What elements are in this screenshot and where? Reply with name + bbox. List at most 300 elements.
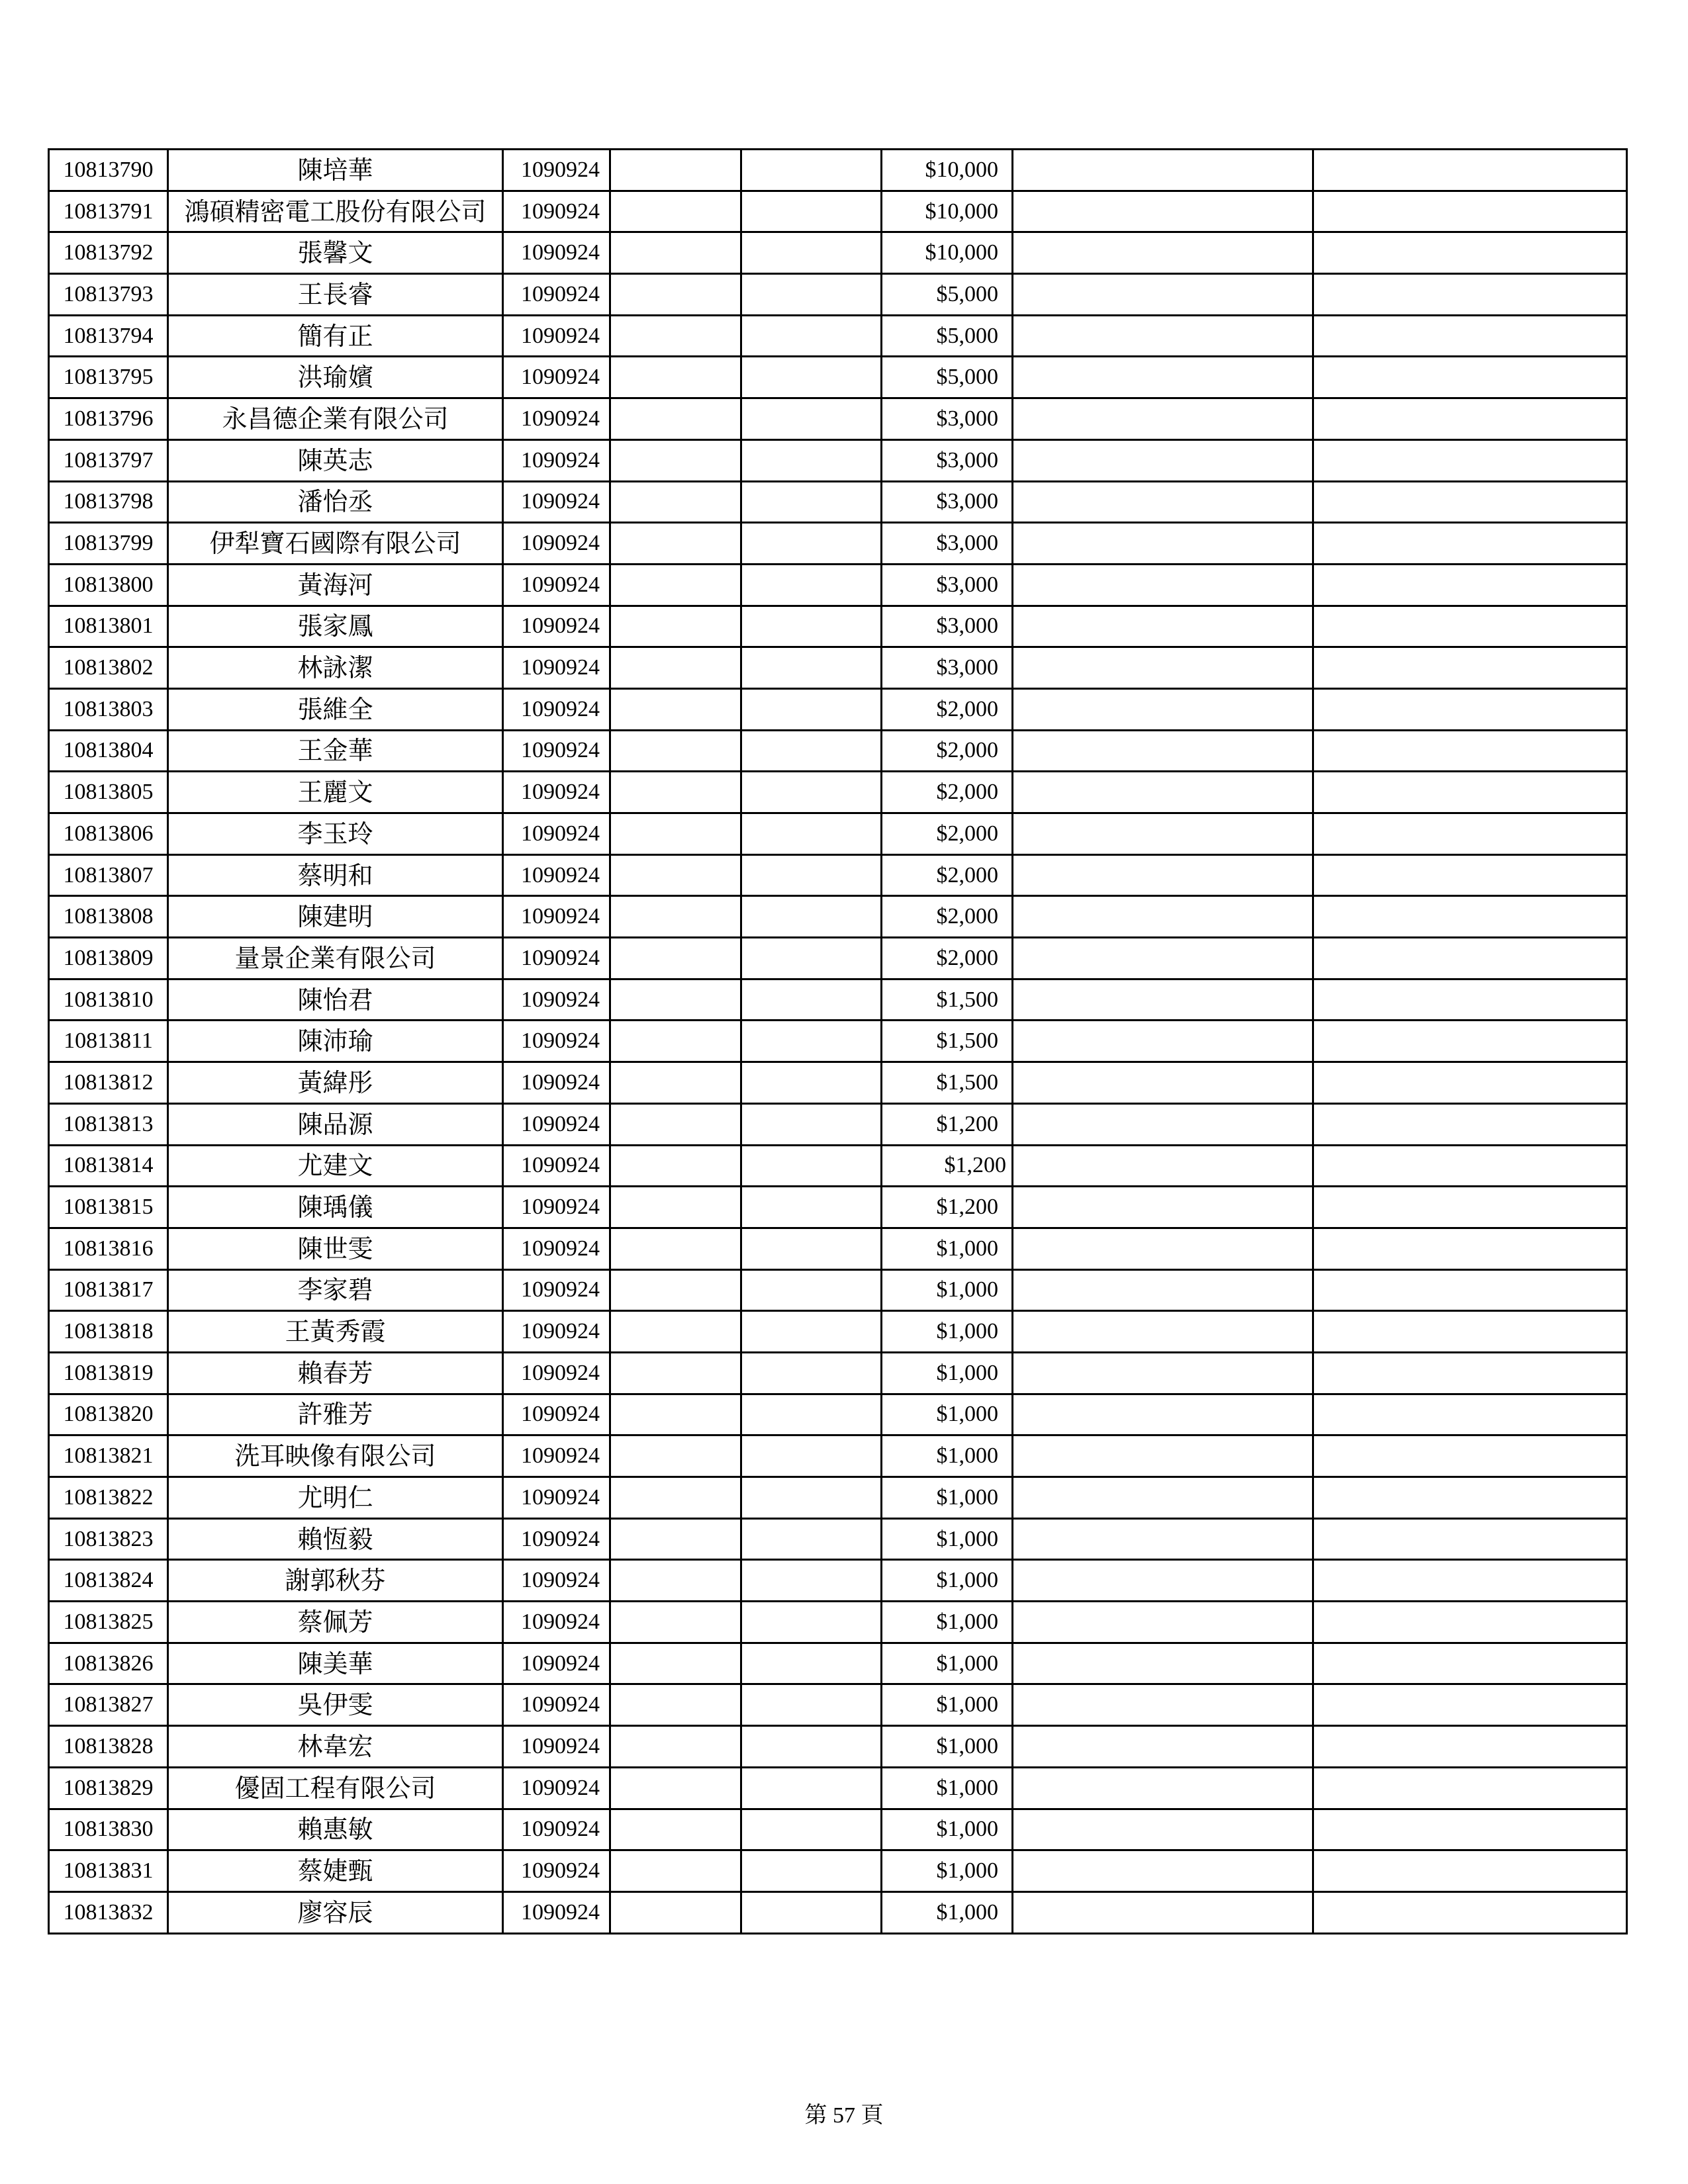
empty-cell bbox=[741, 606, 882, 647]
date-cell: 1090924 bbox=[503, 1311, 610, 1353]
amount-cell: $1,000 bbox=[882, 1767, 1013, 1809]
empty-cell bbox=[610, 1394, 741, 1435]
empty-cell bbox=[1313, 1021, 1627, 1062]
empty-cell bbox=[1013, 1021, 1313, 1062]
table-row bbox=[49, 523, 1627, 565]
receipt-id-cell: 10813830 bbox=[49, 1809, 168, 1850]
receipt-id-cell: 10813820 bbox=[49, 1394, 168, 1435]
date-cell: 1090924 bbox=[503, 1187, 610, 1228]
table-row bbox=[49, 896, 1627, 938]
empty-cell bbox=[1013, 854, 1313, 896]
empty-cell bbox=[741, 1394, 882, 1435]
table-row bbox=[49, 150, 1627, 191]
donor-name-cell: 蔡佩芳 bbox=[168, 1602, 503, 1643]
date-cell: 1090924 bbox=[503, 150, 610, 191]
amount-cell: $1,000 bbox=[882, 1228, 1013, 1269]
receipt-id-cell: 10813812 bbox=[49, 1062, 168, 1104]
empty-cell bbox=[1013, 232, 1313, 274]
date-cell: 1090924 bbox=[503, 1021, 610, 1062]
receipt-id-cell: 10813805 bbox=[49, 772, 168, 813]
empty-cell bbox=[1013, 772, 1313, 813]
empty-cell bbox=[741, 1435, 882, 1477]
receipt-id-cell: 10813823 bbox=[49, 1518, 168, 1560]
empty-cell bbox=[1313, 1352, 1627, 1394]
empty-cell bbox=[741, 1560, 882, 1602]
receipt-id-cell: 10813810 bbox=[49, 979, 168, 1021]
empty-cell bbox=[1013, 150, 1313, 191]
empty-cell bbox=[741, 772, 882, 813]
donor-name-cell: 量景企業有限公司 bbox=[168, 938, 503, 979]
receipt-id-cell: 10813827 bbox=[49, 1684, 168, 1726]
empty-cell bbox=[1313, 1103, 1627, 1145]
empty-cell bbox=[610, 1643, 741, 1684]
empty-cell bbox=[1013, 1477, 1313, 1519]
date-cell: 1090924 bbox=[503, 274, 610, 316]
date-cell: 1090924 bbox=[503, 896, 610, 938]
amount-cell: $1,000 bbox=[882, 1394, 1013, 1435]
empty-cell bbox=[741, 232, 882, 274]
receipt-id-cell: 10813815 bbox=[49, 1187, 168, 1228]
empty-cell bbox=[1013, 1062, 1313, 1104]
receipt-id-cell: 10813807 bbox=[49, 854, 168, 896]
donor-name-cell: 李家碧 bbox=[168, 1269, 503, 1311]
empty-cell bbox=[741, 938, 882, 979]
empty-cell bbox=[1313, 1062, 1627, 1104]
empty-cell bbox=[1013, 1602, 1313, 1643]
amount-cell: $1,500 bbox=[882, 1062, 1013, 1104]
receipt-id-cell: 10813802 bbox=[49, 647, 168, 689]
amount-cell: $3,000 bbox=[882, 606, 1013, 647]
donor-name-cell: 林韋宏 bbox=[168, 1726, 503, 1768]
receipt-id-cell: 10813808 bbox=[49, 896, 168, 938]
empty-cell bbox=[1013, 1809, 1313, 1850]
empty-cell bbox=[741, 1643, 882, 1684]
receipt-id-cell: 10813831 bbox=[49, 1850, 168, 1892]
amount-cell: $2,000 bbox=[882, 938, 1013, 979]
empty-cell bbox=[1013, 1435, 1313, 1477]
donor-name-cell: 張家鳳 bbox=[168, 606, 503, 647]
date-cell: 1090924 bbox=[503, 481, 610, 523]
empty-cell bbox=[1313, 1643, 1627, 1684]
donor-name-cell: 賴惠敏 bbox=[168, 1809, 503, 1850]
donor-name-cell: 陳沛瑜 bbox=[168, 1021, 503, 1062]
empty-cell bbox=[1313, 1560, 1627, 1602]
empty-cell bbox=[1313, 1269, 1627, 1311]
empty-cell bbox=[1313, 730, 1627, 772]
table-row bbox=[49, 1477, 1627, 1519]
empty-cell bbox=[1313, 191, 1627, 232]
table-row bbox=[49, 1809, 1627, 1850]
amount-cell: $3,000 bbox=[882, 523, 1013, 565]
receipt-id-cell: 10813790 bbox=[49, 150, 168, 191]
date-cell: 1090924 bbox=[503, 1850, 610, 1892]
empty-cell bbox=[1013, 1145, 1313, 1187]
table-row bbox=[49, 1602, 1627, 1643]
table-row bbox=[49, 1643, 1627, 1684]
empty-cell bbox=[741, 1477, 882, 1519]
empty-cell bbox=[1013, 523, 1313, 565]
empty-cell bbox=[610, 647, 741, 689]
amount-cell: $2,000 bbox=[882, 688, 1013, 730]
date-cell: 1090924 bbox=[503, 979, 610, 1021]
empty-cell bbox=[741, 315, 882, 357]
table-row bbox=[49, 481, 1627, 523]
donor-name-cell: 蔡明和 bbox=[168, 854, 503, 896]
empty-cell bbox=[610, 357, 741, 398]
table-row bbox=[49, 647, 1627, 689]
amount-cell: $5,000 bbox=[882, 274, 1013, 316]
amount-cell: $10,000 bbox=[882, 150, 1013, 191]
receipt-id-cell: 10813792 bbox=[49, 232, 168, 274]
date-cell: 1090924 bbox=[503, 1352, 610, 1394]
empty-cell bbox=[1313, 1228, 1627, 1269]
empty-cell bbox=[610, 398, 741, 440]
amount-cell: $3,000 bbox=[882, 439, 1013, 481]
receipt-id-cell: 10813804 bbox=[49, 730, 168, 772]
receipt-id-cell: 10813795 bbox=[49, 357, 168, 398]
empty-cell bbox=[1013, 1767, 1313, 1809]
empty-cell bbox=[1013, 1352, 1313, 1394]
donor-name-cell: 李玉玲 bbox=[168, 813, 503, 855]
amount-cell: $1,000 bbox=[882, 1602, 1013, 1643]
empty-cell bbox=[1013, 979, 1313, 1021]
empty-cell bbox=[1313, 481, 1627, 523]
table-row bbox=[49, 1891, 1627, 1933]
empty-cell bbox=[1013, 1891, 1313, 1933]
empty-cell bbox=[1313, 523, 1627, 565]
empty-cell bbox=[741, 1850, 882, 1892]
empty-cell bbox=[610, 688, 741, 730]
receipt-id-cell: 10813793 bbox=[49, 274, 168, 316]
donor-name-cell: 陳世雯 bbox=[168, 1228, 503, 1269]
table-row bbox=[49, 1269, 1627, 1311]
empty-cell bbox=[1313, 1518, 1627, 1560]
receipt-id-cell: 10813800 bbox=[49, 564, 168, 606]
receipt-id-cell: 10813809 bbox=[49, 938, 168, 979]
amount-cell: $1,000 bbox=[882, 1643, 1013, 1684]
donation-table bbox=[48, 148, 1628, 1934]
empty-cell bbox=[1313, 564, 1627, 606]
date-cell: 1090924 bbox=[503, 232, 610, 274]
donor-name-cell: 潘怡丞 bbox=[168, 481, 503, 523]
empty-cell bbox=[610, 1269, 741, 1311]
donor-name-cell: 洗耳映像有限公司 bbox=[168, 1435, 503, 1477]
empty-cell bbox=[1013, 896, 1313, 938]
empty-cell bbox=[1013, 1103, 1313, 1145]
empty-cell bbox=[610, 315, 741, 357]
date-cell: 1090924 bbox=[503, 1726, 610, 1768]
table-row bbox=[49, 1726, 1627, 1768]
empty-cell bbox=[610, 979, 741, 1021]
table-row bbox=[49, 1228, 1627, 1269]
empty-cell bbox=[1313, 896, 1627, 938]
empty-cell bbox=[610, 854, 741, 896]
empty-cell bbox=[1013, 730, 1313, 772]
donor-name-cell: 永昌德企業有限公司 bbox=[168, 398, 503, 440]
amount-cell: $1,000 bbox=[882, 1477, 1013, 1519]
date-cell: 1090924 bbox=[503, 730, 610, 772]
table-row bbox=[49, 1435, 1627, 1477]
empty-cell bbox=[1313, 647, 1627, 689]
donor-name-cell: 蔡婕甄 bbox=[168, 1850, 503, 1892]
empty-cell bbox=[1013, 357, 1313, 398]
empty-cell bbox=[1313, 1684, 1627, 1726]
table-row bbox=[49, 1145, 1627, 1187]
receipt-id-cell: 10813813 bbox=[49, 1103, 168, 1145]
table-row bbox=[49, 1394, 1627, 1435]
amount-cell: $1,000 bbox=[882, 1684, 1013, 1726]
receipt-id-cell: 10813796 bbox=[49, 398, 168, 440]
empty-cell bbox=[741, 1228, 882, 1269]
donor-name-cell: 林詠潔 bbox=[168, 647, 503, 689]
date-cell: 1090924 bbox=[503, 1103, 610, 1145]
empty-cell bbox=[1013, 274, 1313, 316]
empty-cell bbox=[741, 1726, 882, 1768]
donor-name-cell: 簡有正 bbox=[168, 315, 503, 357]
receipt-id-cell: 10813819 bbox=[49, 1352, 168, 1394]
date-cell: 1090924 bbox=[503, 854, 610, 896]
empty-cell bbox=[741, 1518, 882, 1560]
table-row bbox=[49, 1021, 1627, 1062]
empty-cell bbox=[610, 1809, 741, 1850]
empty-cell bbox=[741, 398, 882, 440]
empty-cell bbox=[1013, 1311, 1313, 1353]
date-cell: 1090924 bbox=[503, 647, 610, 689]
table-row bbox=[49, 232, 1627, 274]
date-cell: 1090924 bbox=[503, 1269, 610, 1311]
amount-cell: $5,000 bbox=[882, 315, 1013, 357]
table-row bbox=[49, 398, 1627, 440]
receipt-id-cell: 10813817 bbox=[49, 1269, 168, 1311]
empty-cell bbox=[1013, 1518, 1313, 1560]
date-cell: 1090924 bbox=[503, 398, 610, 440]
empty-cell bbox=[1013, 398, 1313, 440]
empty-cell bbox=[1013, 1228, 1313, 1269]
empty-cell bbox=[741, 1311, 882, 1353]
empty-cell bbox=[1013, 1269, 1313, 1311]
empty-cell bbox=[1013, 439, 1313, 481]
date-cell: 1090924 bbox=[503, 1518, 610, 1560]
empty-cell bbox=[610, 232, 741, 274]
table-row bbox=[49, 813, 1627, 855]
amount-cell: $1,500 bbox=[882, 979, 1013, 1021]
date-cell: 1090924 bbox=[503, 1767, 610, 1809]
empty-cell bbox=[1013, 1684, 1313, 1726]
empty-cell bbox=[1313, 938, 1627, 979]
amount-cell: $1,000 bbox=[882, 1560, 1013, 1602]
empty-cell bbox=[1013, 1850, 1313, 1892]
date-cell: 1090924 bbox=[503, 606, 610, 647]
receipt-id-cell: 10813811 bbox=[49, 1021, 168, 1062]
date-cell: 1090924 bbox=[503, 523, 610, 565]
date-cell: 1090924 bbox=[503, 1809, 610, 1850]
date-cell: 1090924 bbox=[503, 688, 610, 730]
table-row bbox=[49, 1103, 1627, 1145]
receipt-id-cell: 10813825 bbox=[49, 1602, 168, 1643]
amount-cell: $1,000 bbox=[882, 1435, 1013, 1477]
amount-cell: $1,000 bbox=[882, 1850, 1013, 1892]
table-row bbox=[49, 979, 1627, 1021]
empty-cell bbox=[1313, 1394, 1627, 1435]
empty-cell bbox=[1313, 150, 1627, 191]
empty-cell bbox=[741, 439, 882, 481]
donor-name-cell: 陳怡君 bbox=[168, 979, 503, 1021]
empty-cell bbox=[610, 564, 741, 606]
empty-cell bbox=[610, 150, 741, 191]
empty-cell bbox=[610, 1062, 741, 1104]
receipt-id-cell: 10813821 bbox=[49, 1435, 168, 1477]
empty-cell bbox=[741, 896, 882, 938]
empty-cell bbox=[1313, 854, 1627, 896]
table-row bbox=[49, 1850, 1627, 1892]
date-cell: 1090924 bbox=[503, 772, 610, 813]
table-row bbox=[49, 854, 1627, 896]
donor-name-cell: 陳品源 bbox=[168, 1103, 503, 1145]
date-cell: 1090924 bbox=[503, 439, 610, 481]
donor-name-cell: 伊犁寶石國際有限公司 bbox=[168, 523, 503, 565]
donor-name-cell: 陳建明 bbox=[168, 896, 503, 938]
table-row bbox=[49, 938, 1627, 979]
empty-cell bbox=[741, 1269, 882, 1311]
table-row bbox=[49, 730, 1627, 772]
receipt-id-cell: 10813814 bbox=[49, 1145, 168, 1187]
empty-cell bbox=[610, 1311, 741, 1353]
table-row bbox=[49, 1518, 1627, 1560]
date-cell: 1090924 bbox=[503, 1891, 610, 1933]
donor-name-cell: 王黃秀霞 bbox=[168, 1311, 503, 1353]
empty-cell bbox=[1013, 813, 1313, 855]
empty-cell bbox=[610, 274, 741, 316]
empty-cell bbox=[610, 1684, 741, 1726]
amount-cell: $2,000 bbox=[882, 730, 1013, 772]
empty-cell bbox=[1313, 1435, 1627, 1477]
empty-cell bbox=[741, 357, 882, 398]
date-cell: 1090924 bbox=[503, 1602, 610, 1643]
receipt-id-cell: 10813803 bbox=[49, 688, 168, 730]
amount-cell: $3,000 bbox=[882, 564, 1013, 606]
donor-name-cell: 陳瑀儀 bbox=[168, 1187, 503, 1228]
empty-cell bbox=[1313, 772, 1627, 813]
table-row bbox=[49, 1311, 1627, 1353]
empty-cell bbox=[1013, 606, 1313, 647]
donor-name-cell: 王金華 bbox=[168, 730, 503, 772]
table-row bbox=[49, 1187, 1627, 1228]
empty-cell bbox=[610, 1103, 741, 1145]
empty-cell bbox=[610, 1726, 741, 1768]
empty-cell bbox=[741, 979, 882, 1021]
table-row bbox=[49, 772, 1627, 813]
donor-name-cell: 洪瑜嬪 bbox=[168, 357, 503, 398]
date-cell: 1090924 bbox=[503, 1684, 610, 1726]
empty-cell bbox=[610, 1850, 741, 1892]
table-row bbox=[49, 1352, 1627, 1394]
table-row bbox=[49, 315, 1627, 357]
empty-cell bbox=[1313, 274, 1627, 316]
amount-cell: $5,000 bbox=[882, 357, 1013, 398]
empty-cell bbox=[741, 1062, 882, 1104]
empty-cell bbox=[741, 1103, 882, 1145]
donor-name-cell: 陳美華 bbox=[168, 1643, 503, 1684]
empty-cell bbox=[610, 1602, 741, 1643]
date-cell: 1090924 bbox=[503, 315, 610, 357]
empty-cell bbox=[1013, 1187, 1313, 1228]
receipt-id-cell: 10813801 bbox=[49, 606, 168, 647]
amount-cell: $3,000 bbox=[882, 398, 1013, 440]
empty-cell bbox=[610, 938, 741, 979]
empty-cell bbox=[1013, 191, 1313, 232]
amount-cell: $1,200 bbox=[882, 1103, 1013, 1145]
donor-name-cell: 賴恆毅 bbox=[168, 1518, 503, 1560]
empty-cell bbox=[741, 1187, 882, 1228]
amount-cell: $3,000 bbox=[882, 647, 1013, 689]
empty-cell bbox=[1313, 1726, 1627, 1768]
empty-cell bbox=[1313, 1477, 1627, 1519]
date-cell: 1090924 bbox=[503, 1145, 610, 1187]
receipt-id-cell: 10813818 bbox=[49, 1311, 168, 1353]
empty-cell bbox=[610, 1891, 741, 1933]
receipt-id-cell: 10813806 bbox=[49, 813, 168, 855]
date-cell: 1090924 bbox=[503, 357, 610, 398]
empty-cell bbox=[741, 150, 882, 191]
amount-cell: $3,000 bbox=[882, 481, 1013, 523]
date-cell: 1090924 bbox=[503, 813, 610, 855]
date-cell: 1090924 bbox=[503, 1394, 610, 1435]
empty-cell bbox=[1313, 688, 1627, 730]
empty-cell bbox=[1013, 315, 1313, 357]
empty-cell bbox=[741, 1352, 882, 1394]
empty-cell bbox=[741, 854, 882, 896]
date-cell: 1090924 bbox=[503, 564, 610, 606]
empty-cell bbox=[741, 191, 882, 232]
amount-cell: $1,000 bbox=[882, 1891, 1013, 1933]
empty-cell bbox=[741, 647, 882, 689]
empty-cell bbox=[1313, 979, 1627, 1021]
empty-cell bbox=[610, 1021, 741, 1062]
donor-name-cell: 謝郭秋芬 bbox=[168, 1560, 503, 1602]
empty-cell bbox=[610, 1187, 741, 1228]
donor-name-cell: 許雅芳 bbox=[168, 1394, 503, 1435]
table-row bbox=[49, 1684, 1627, 1726]
receipt-id-cell: 10813829 bbox=[49, 1767, 168, 1809]
empty-cell bbox=[610, 523, 741, 565]
empty-cell bbox=[1013, 938, 1313, 979]
amount-cell: $2,000 bbox=[882, 772, 1013, 813]
table-row bbox=[49, 439, 1627, 481]
receipt-id-cell: 10813822 bbox=[49, 1477, 168, 1519]
empty-cell bbox=[741, 813, 882, 855]
receipt-id-cell: 10813826 bbox=[49, 1643, 168, 1684]
date-cell: 1090924 bbox=[503, 1062, 610, 1104]
empty-cell bbox=[741, 730, 882, 772]
receipt-id-cell: 10813828 bbox=[49, 1726, 168, 1768]
receipt-id-cell: 10813824 bbox=[49, 1560, 168, 1602]
donor-name-cell: 陳培華 bbox=[168, 150, 503, 191]
donor-name-cell: 王長睿 bbox=[168, 274, 503, 316]
amount-cell: $1,000 bbox=[882, 1352, 1013, 1394]
empty-cell bbox=[1013, 1643, 1313, 1684]
donor-name-cell: 張維全 bbox=[168, 688, 503, 730]
amount-cell: $10,000 bbox=[882, 191, 1013, 232]
amount-cell: $1,000 bbox=[882, 1809, 1013, 1850]
empty-cell bbox=[1313, 232, 1627, 274]
empty-cell bbox=[1013, 1726, 1313, 1768]
empty-cell bbox=[610, 1228, 741, 1269]
empty-cell bbox=[741, 1809, 882, 1850]
empty-cell bbox=[1313, 439, 1627, 481]
receipt-id-cell: 10813799 bbox=[49, 523, 168, 565]
empty-cell bbox=[741, 564, 882, 606]
empty-cell bbox=[1313, 357, 1627, 398]
